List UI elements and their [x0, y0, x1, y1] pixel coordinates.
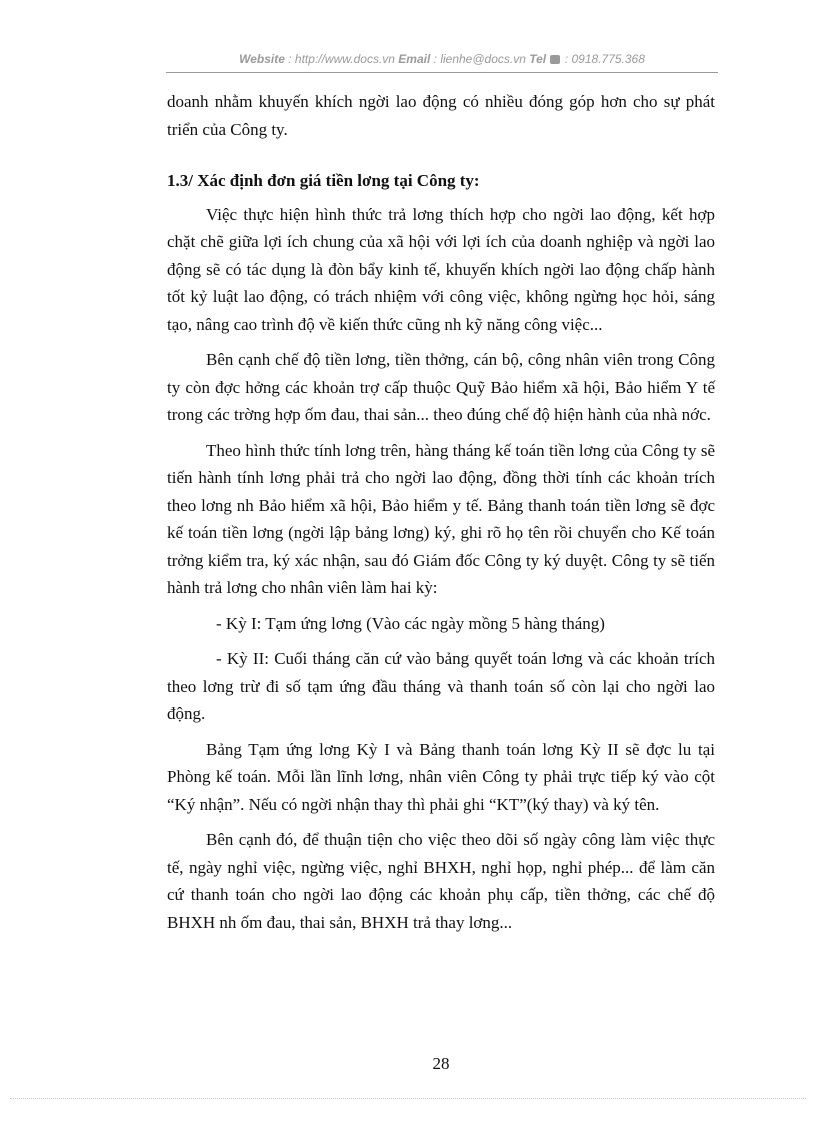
website-value: : http://www.docs.vn [288, 52, 395, 66]
tel-value: : 0918.775.368 [564, 52, 645, 66]
paragraph-5: Bên cạnh đó, để thuận tiện cho việc theo dõi số ngày công làm việc thực tế, ngày nghỉ việc, ngừng việc, nghỉ BHXH, nghỉ họp, nghỉ phép... để làm căn cứ thanh toán cho ngời lao động các khoản phụ cấp, tiền thởng, các chế độ BHXH nh ốm đau, thai sản, BHXH trả thay lơng... [167, 830, 715, 932]
website-label: Website [239, 52, 285, 66]
email-value: : lienhe@docs.vn [433, 52, 526, 66]
intro-paragraph: doanh nhằm khuyến khích ngời lao động có nhiều đóng góp hơn cho sự phát triển của Công ty. [167, 92, 715, 139]
paragraph-1: Việc thực hiện hình thức trả lơng thích hợp cho ngời lao động, kết hợp chặt chẽ giữa lợi ích chung của xã hội với lợi ích của doanh nghiệp và ngời lao động sẽ có tác dụng là đòn bẩy kinh tế, khuyến khích ngời lao động chấp hành tốt kỷ luật lao động, có trách nhiệm với công việc, không ngừng học hỏi, sáng tạo, nâng cao trình độ về kiến thức cũng nh kỹ năng công việc... [167, 204, 715, 334]
paragraph-4: Bảng Tạm ứng lơng Kỳ I và Bảng thanh toán lơng Kỳ II sẽ đợc lu tại Phòng kế toán. Mỗi lần lĩnh lơng, nhân viên Công ty phải trực tiếp ký vào cột “Ký nhận”. Nếu có ngời nhận thay thì phải ghi “KT”(ký thay) và ký tên. [167, 739, 715, 814]
list-item-1: - Kỳ I: Tạm ứng lơng (Vào các ngày mồng 5 hàng tháng) [216, 613, 605, 633]
paragraph-2: Bên cạnh chế độ tiền lơng, tiền thởng, cán bộ, công nhân viên trong Công ty còn đợc hởng các khoản trợ cấp thuộc Quỹ Bảo hiểm xã hội, Bảo hiểm Y tế trong các trờng hợp ốm đau, thai sản... theo đúng chế độ hiện hành của nhà nớc. [167, 350, 715, 424]
phone-icon [550, 55, 560, 64]
list-item-2: - Kỳ II: Cuối tháng căn cứ vào bảng quyết toán lơng và các khoản trích theo lơng trừ đi số tạm ứng đầu tháng và thanh toán số còn lại cho ngời lao động. [167, 649, 715, 723]
bottom-divider [10, 1098, 806, 1099]
page-number: 28 [432, 1054, 450, 1073]
document-body [167, 88, 715, 944]
paragraph-3: Theo hình thức tính lơng trên, hàng tháng kế toán tiền lơng của Công ty sẽ tiến hành tính lơng phải trả cho ngời lao động, đồng thời tính các khoản trích theo lơng nh Bảo hiểm xã hội, Bảo hiểm y tế. Bảng thanh toán tiền lơng sẽ đợc kế toán tiền lơng (ngời lập bảng lơng) ký, ghi rõ họ tên rồi chuyển cho Kế toán trởng kiểm tra, ký xác nhận, sau đó Giám đốc Công ty ký duyệt. Công ty sẽ tiến hành trả lơng cho nhân viên làm hai kỳ: [167, 440, 715, 597]
section-heading: 1.3/ Xác định đơn giá tiền lơng tại Công ty: [167, 171, 480, 190]
tel-label: Tel [529, 52, 547, 66]
page-header [166, 50, 718, 73]
email-label: Email [398, 52, 431, 66]
